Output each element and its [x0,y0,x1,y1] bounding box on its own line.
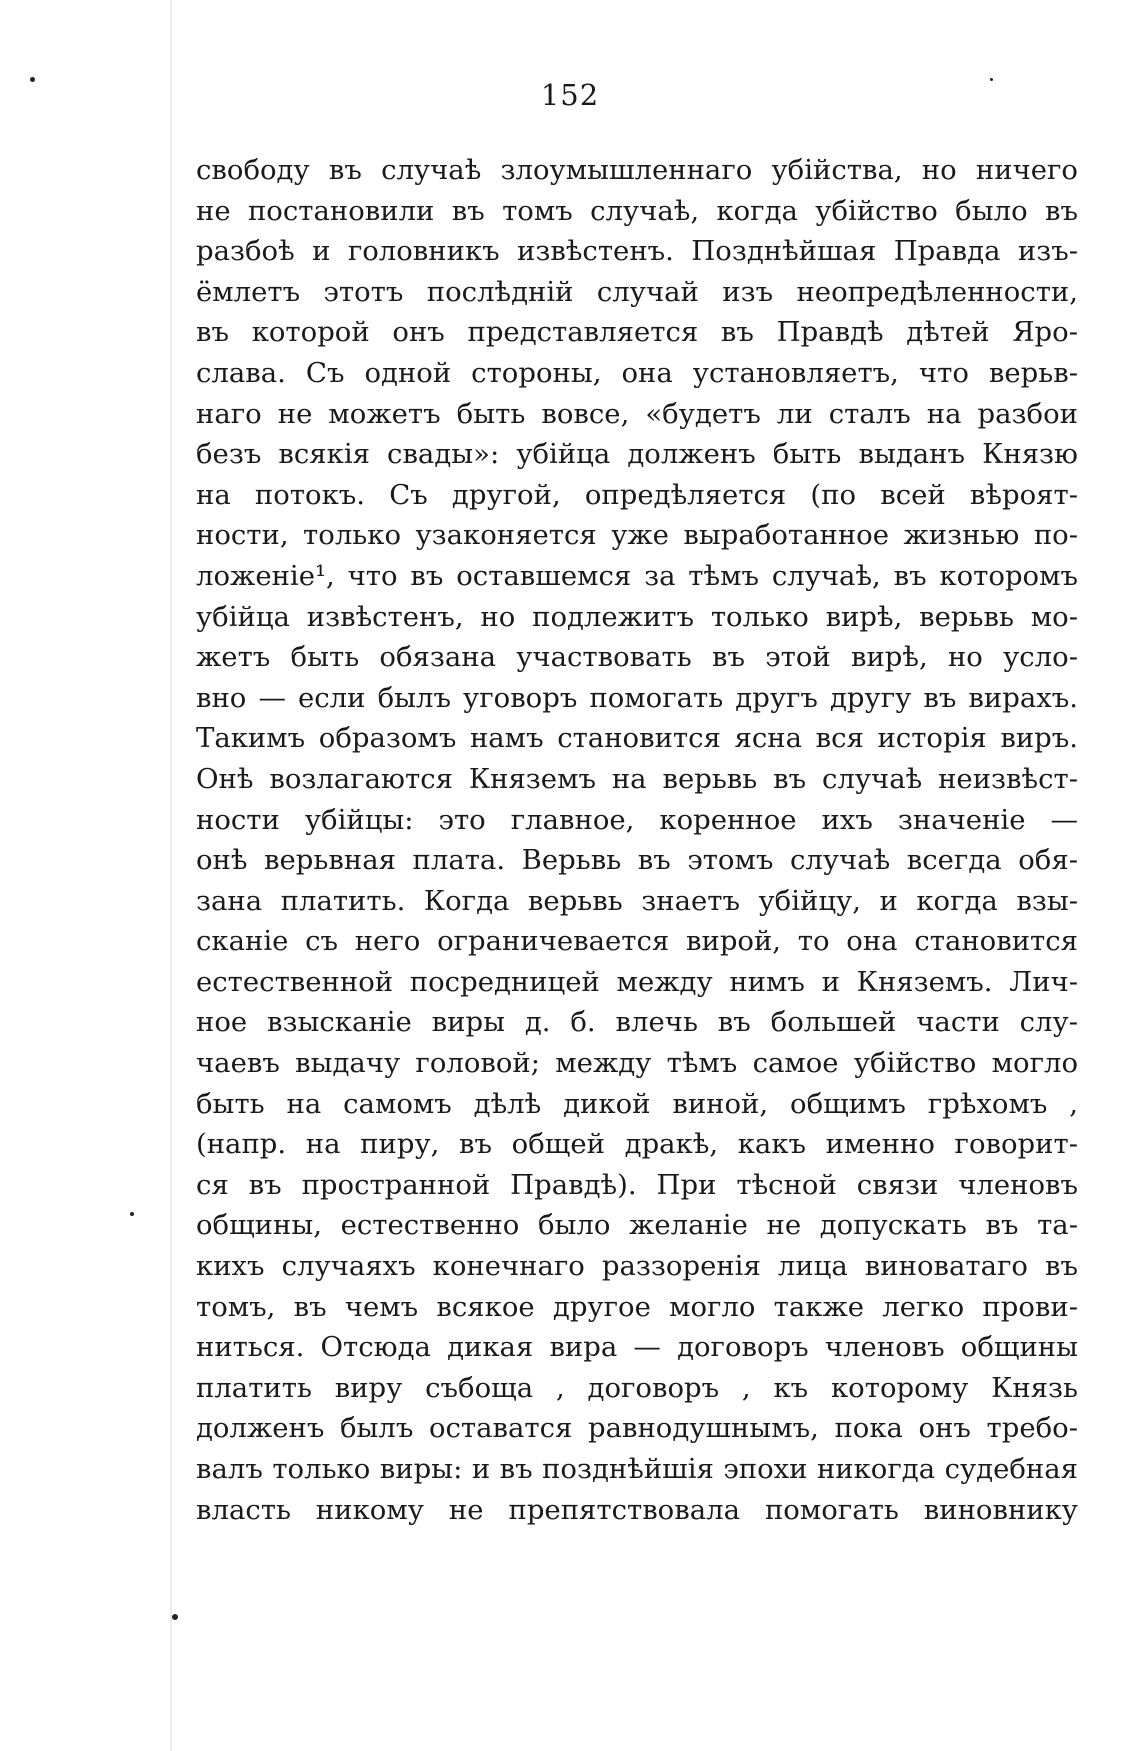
text-line: въ которой онъ представляется въ Правдѣ дѣтей Яро- [196,316,1078,349]
text-line: ёмлетъ этотъ послѣдній случай изъ неопредѣленности, [196,275,1078,308]
text-line: сканіе съ него ограничевается вирой, то она становится [196,925,1078,958]
text-line: убійца извѣстенъ, но подлежитъ только вирѣ, верьвь мо- [196,600,1078,633]
text-line: свободу въ случаѣ злоумышленнаго убійства, но ничего [196,154,1078,186]
text-line: кихъ случаяхъ конечнаго раззоренія лица виноватаго въ [196,1250,1078,1283]
text-line: валъ только виры: и въ позднѣйшія эпохи никогда судебная [196,1453,1078,1485]
text-line: ное взысканіе виры д. б. влечь въ большей части слу- [196,1006,1078,1039]
text-line: Онѣ возлагаются Княземъ на верьвь въ случаѣ неизвѣст- [196,762,1078,795]
text-line: общины, естественно было желаніе не допускать въ та- [196,1209,1078,1242]
text-line: ся въ пространной Правдѣ). При тѣсной связи членовъ [196,1168,1078,1201]
text-line: не постановили въ томъ случаѣ, когда убійство было въ [196,194,1078,227]
text-line: жетъ быть обязана участвовать въ этой вирѣ, но усло- [196,641,1078,674]
text-line: вно — если былъ уговоръ помогать другъ другу въ вирахъ. [196,681,1078,714]
text-line: долженъ былъ оставатся равнодушнымъ, пока онъ требо- [196,1412,1078,1445]
page-number: 152 [540,78,600,112]
text-line: слава. Съ одной стороны, она установляетъ, что верьв- [196,356,1078,389]
text-line: ности убійцы: это главное, коренное ихъ значеніе — [196,803,1078,836]
ink-speck [30,77,35,82]
text-line: платить виру събоща , договоръ , къ которому Князь [196,1371,1078,1404]
ink-speck [990,78,993,81]
text-line: чаевъ выдачу головой; между тѣмъ самое убійство могло [196,1047,1078,1080]
text-line: ности, только узаконяется уже выработанное жизнью по- [196,519,1078,552]
text-line: онѣ верьвная плата. Верьвь въ этомъ случаѣ всегда обя- [196,844,1078,877]
text-line: безъ всякія свады»: убійца долженъ быть выданъ Князю [196,438,1078,471]
gutter-shade [170,0,172,1751]
ink-speck [172,1614,178,1620]
text-line: наго не можетъ быть вовсе, «будетъ ли сталъ на разбои [196,397,1078,430]
text-line: зана платить. Когда верьвь знаетъ убійцу, и когда взы- [196,884,1078,917]
text-line: Такимъ образомъ намъ становится ясна вся исторія виръ. [196,722,1078,755]
text-line: на потокъ. Съ другой, опредѣляется (по всей вѣроят- [196,478,1078,511]
text-line: власть никому не препятствовала помогать виновнику [196,1493,1078,1526]
text-line: ниться. Отсюда дикая вира — договоръ членовъ общины [196,1331,1078,1364]
body-text [196,150,1078,1530]
text-line: естественной посредницей между нимъ и Княземъ. Лич- [196,965,1078,998]
text-line: быть на самомъ дѣлѣ дикой виной, общимъ грѣхомъ , [196,1087,1078,1120]
ink-speck [130,1212,134,1216]
text-line: томъ, въ чемъ всякое другое могло также легко прови- [196,1290,1078,1323]
text-line: (напр. на пиру, въ общей дракѣ, какъ именно говорит- [196,1128,1078,1161]
text-line: разбоѣ и головникъ извѣстенъ. Позднѣйшая Правда изъ- [196,235,1078,268]
text-line: ложеніе¹, что въ оставшемся за тѣмъ случаѣ, въ которомъ [196,559,1078,592]
